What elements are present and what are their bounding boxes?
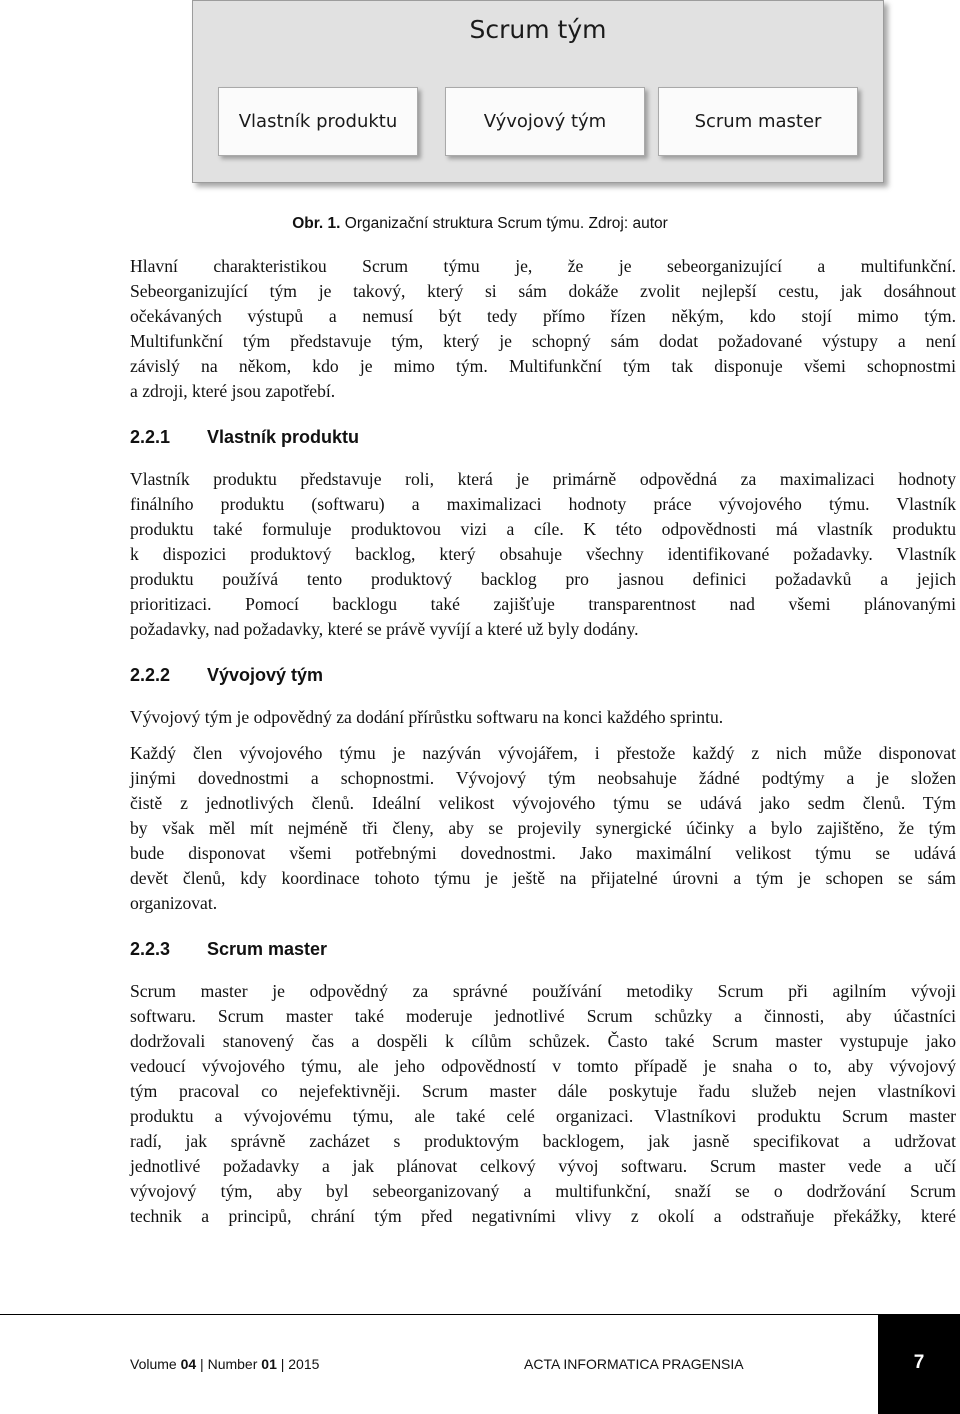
org-diagram: [192, 0, 884, 183]
year: | 2015: [276, 1356, 320, 1372]
text-line: produktu a vývojovému týmu, ale také celé organizaci. Vlastníkovi produktu Scrum master: [130, 1106, 956, 1126]
text-line: Multifunkční tým představuje tým, který je schopný sám dodat požadované výstupy a není: [130, 331, 956, 351]
journal-name: ACTA INFORMATICA PRAGENSIA: [524, 1356, 744, 1372]
text-line: požadavky, nad požadavky, které se právě vyvíjí a které už byly dodány.: [130, 619, 639, 639]
text-line: vývojový tým, aby byl sebeorganizovaný a multifunkční, snaží se o dodržování Scrum: [130, 1181, 956, 1201]
text-line: Vlastník produktu představuje roli, která je primárně odpovědná za maximalizaci hodnoty: [130, 469, 956, 489]
text-line: Vývojový tým je odpovědný za dodání přírůstku softwaru na konci každého sprintu.: [130, 707, 724, 727]
text-line: prioritizaci. Pomocí backlogu také zajišťuje transparentnost nad všemi plánovanými: [130, 594, 956, 614]
text-line: jednotlivé požadavky a jak plánovat celkový vývoj softwaru. Scrum master vede a učí: [130, 1156, 956, 1176]
role-product-owner: Vlastník produktu: [218, 87, 418, 156]
caption-label: Obr. 1.: [292, 215, 341, 232]
text-line: radí, jak správně zacházet s produktovým backlogem, jak jasně specifikovat a udržovat: [130, 1131, 956, 1151]
text-line: softwaru. Scrum master také moderuje jednotlivé Scrum schůzky a činnosti, aby účastníci: [130, 1006, 956, 1026]
section-title: Scrum master: [207, 939, 328, 959]
section-heading-product-owner: [130, 427, 359, 448]
text-line: dodržovali stanovený čas a dospěli k cílům schůzek. Často také Scrum master vystupuje jako: [130, 1031, 956, 1051]
page-number: 7: [878, 1314, 960, 1414]
section-number: 2.2.2: [130, 665, 171, 685]
figure-caption: [0, 215, 960, 233]
text-line: technik a principů, chrání tým před negativními vlivy z okolí a odstraňuje překážky, které: [130, 1206, 956, 1226]
section-title: Vývojový tým: [207, 665, 324, 685]
text-line: závislý na někom, kdo je mimo tým. Multifunkční tým tak disponuje všemi schopnostmi: [130, 356, 956, 376]
caption-text: Organizační struktura Scrum týmu. Zdroj: autor: [340, 215, 668, 232]
text-line: Hlavní charakteristikou Scrum týmu je, že je sebeorganizující a multifunkční.: [130, 256, 956, 276]
volume-number: 04: [180, 1356, 197, 1372]
section-number: 2.2.1: [130, 427, 171, 447]
paragraph-dev-team-1: [130, 705, 956, 730]
footer-volume-info: [130, 1356, 319, 1372]
text-line: Scrum master je odpovědný za správné používání metodiky Scrum při agilním vývoji: [130, 981, 956, 1001]
paragraph-dev-team-2: [130, 741, 956, 916]
text-line: organizovat.: [130, 893, 218, 913]
text-line: k dispozici produktový backlog, který obsahuje všechny identifikované požadavky. Vlastník: [130, 544, 956, 564]
text-line: čistě z jednotlivých členů. Ideální velikost vývojového týmu se udává jako sedm členů. Tým: [130, 793, 956, 813]
text-line: produktu používá tento produktový backlog pro jasnou definici požadavků a jejich: [130, 569, 956, 589]
section-number: 2.2.3: [130, 939, 171, 959]
text-line: Každý člen vývojového týmu je nazýván vývojářem, i přestože každý z nich může disponovat: [130, 743, 956, 763]
volume-label: Volume: [130, 1356, 181, 1372]
text-line: tým pracoval co nejefektivněji. Scrum master dále poskytuje řadu služeb nejen vlastníkovi: [130, 1081, 956, 1101]
intro-paragraph: [130, 254, 956, 404]
text-line: očekávaných výstupů a nemusí být tedy přímo řízen někým, kdo stojí mimo tým.: [130, 306, 956, 326]
text-line: devět členů, kdy koordinace tohoto týmu je ještě na přijatelné úrovni a tým je schopen se sám: [130, 868, 956, 888]
section-heading-scrum-master: [130, 939, 327, 960]
number-label: | Number: [196, 1356, 262, 1372]
issue-number: 01: [261, 1356, 277, 1372]
text-line: by však měl mít nejméně tři členy, aby se projevily synergické účinky a bylo zajištěno, že tým: [130, 818, 956, 838]
footer-rule: [0, 1314, 878, 1315]
text-line: bude disponovat všemi potřebnými dovednostmi. Jako maximální velikost týmu se udává: [130, 843, 956, 863]
diagram-title: Scrum tým: [469, 15, 607, 44]
text-line: finálního produktu (softwaru) a maximalizaci hodnoty práce vývojového týmu. Vlastník: [130, 494, 956, 514]
role-dev-team: Vývojový tým: [445, 87, 645, 156]
text-line: produktu také formuluje produktovou vizi a cíle. K této odpovědnosti má vlastník produktu: [130, 519, 956, 539]
text-line: a zdroji, které jsou zapotřebí.: [130, 381, 336, 401]
section-title: Vlastník produktu: [207, 427, 360, 447]
section-heading-dev-team: [130, 665, 323, 686]
text-line: vedoucí vývojového týmu, ale jeho odpovědností v tomto případě je snaha o to, aby vývojový: [130, 1056, 956, 1076]
role-scrum-master: Scrum master: [658, 87, 858, 156]
paragraph-scrum-master: [130, 979, 956, 1229]
text-line: jinými dovednostmi a schopnostmi. Vývojový tým neobsahuje žádné podtýmy a je složen: [130, 768, 956, 788]
text-line: Sebeorganizující tým je takový, který si sám dokáže zvolit nejlepší cestu, jak dosáhnout: [130, 281, 956, 301]
paragraph-product-owner: [130, 467, 956, 642]
